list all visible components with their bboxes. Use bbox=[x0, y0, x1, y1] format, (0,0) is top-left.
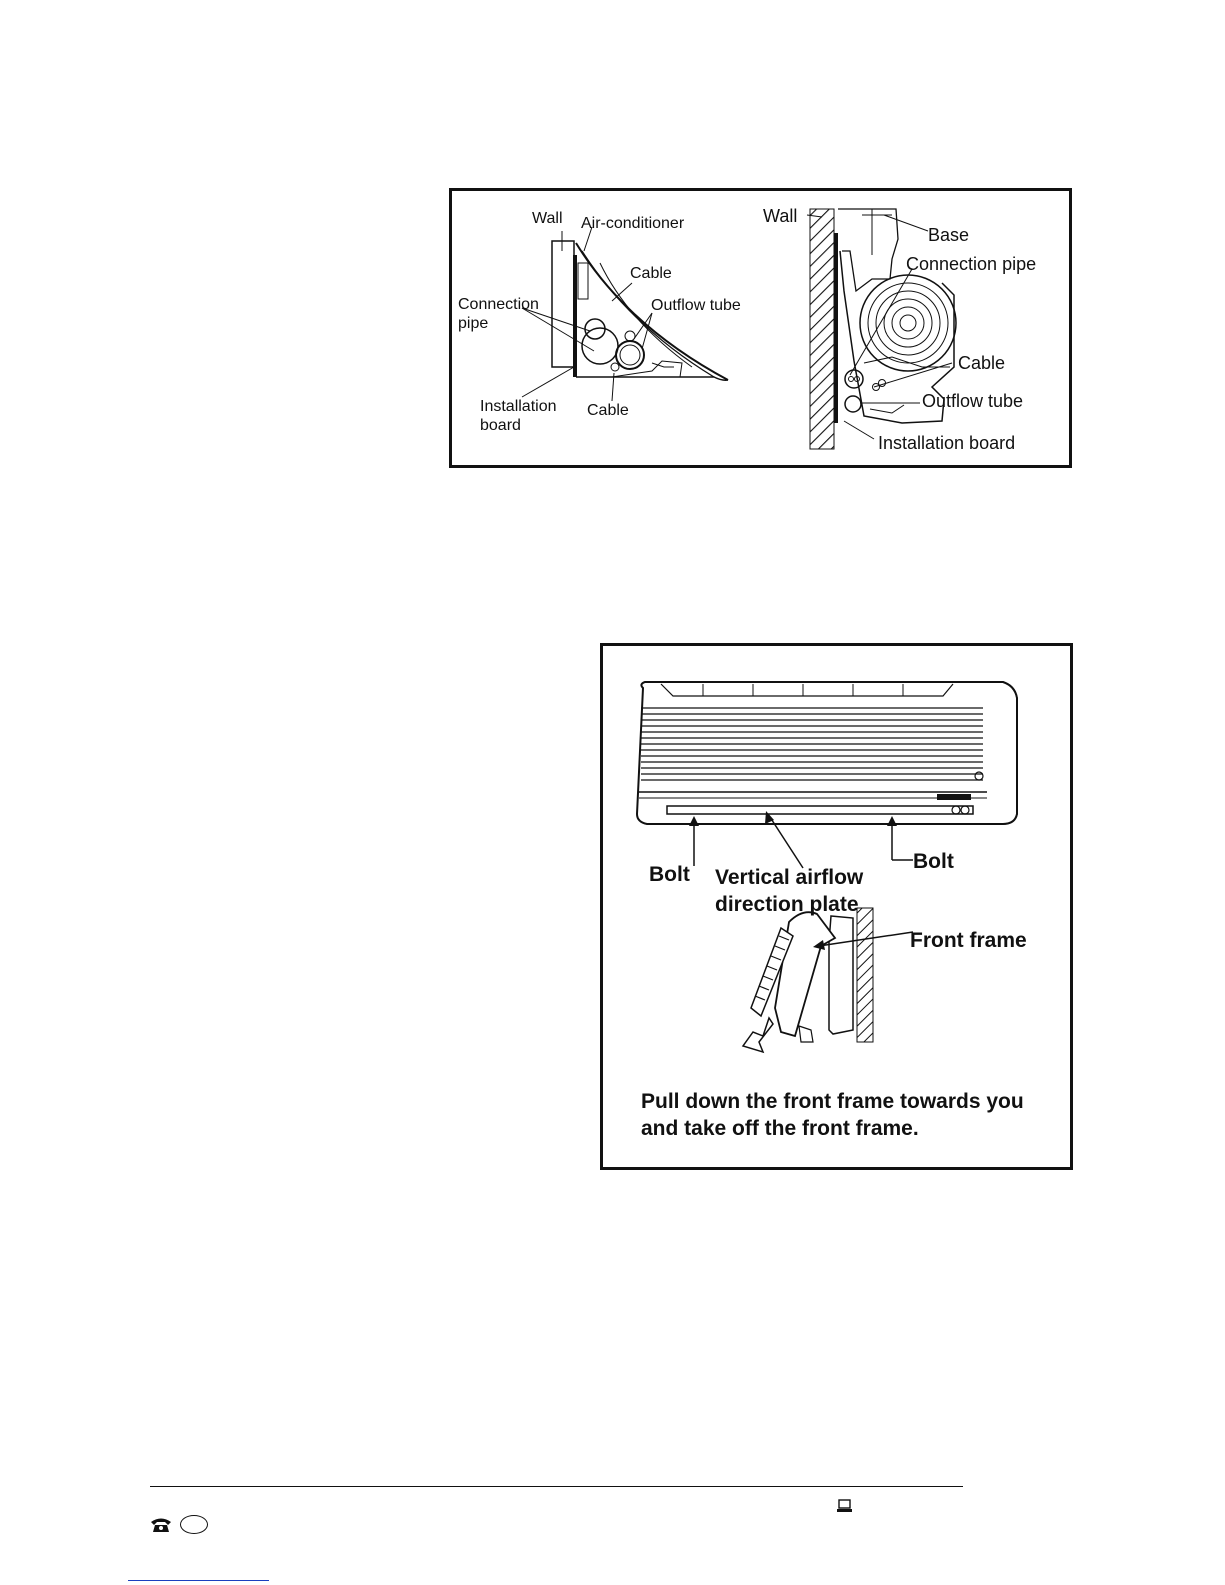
right-fan-circle bbox=[860, 275, 956, 371]
figure2-caption: Pull down the front frame towards you and take off the front frame. bbox=[641, 1090, 1024, 1140]
label-cable-bottom: Cable bbox=[587, 402, 629, 419]
label-wall-right: Wall bbox=[763, 206, 798, 226]
brand-plate bbox=[937, 794, 971, 800]
label-installation-board-right: Installation board bbox=[878, 433, 1016, 453]
label-cable-right: Cable bbox=[958, 353, 1006, 373]
label-connection-pipe-right: Connection pipe bbox=[906, 254, 1037, 274]
pull-arrow bbox=[743, 1018, 773, 1052]
figure-front-frame-removal bbox=[600, 643, 1073, 1170]
label-front-frame: Front frame bbox=[910, 929, 1027, 952]
label-outflow-tube-right: Outflow tube bbox=[922, 391, 1024, 411]
label-connection-pipe-left: Connection pipe bbox=[458, 296, 539, 332]
figure-cross-section bbox=[449, 188, 1072, 468]
left-wall-shape bbox=[552, 241, 574, 367]
label-vertical-airflow: Vertical airflow direction plate bbox=[715, 866, 864, 916]
left-pipe-large bbox=[582, 328, 618, 364]
label-outflow-tube-left: Outflow tube bbox=[651, 297, 741, 314]
side-wall-hatch bbox=[857, 908, 873, 1042]
laptop-icon bbox=[836, 1499, 853, 1513]
label-installation-board-left: Installation board bbox=[480, 398, 557, 434]
label-bolt-left: Bolt bbox=[649, 863, 690, 886]
label-cable-top: Cable bbox=[630, 265, 672, 282]
phone-icon bbox=[150, 1517, 172, 1533]
label-bolt-right: Bolt bbox=[913, 850, 954, 873]
label-air-conditioner: Air-conditioner bbox=[581, 215, 685, 232]
language-badge-circle bbox=[180, 1515, 208, 1534]
footer-rule bbox=[150, 1486, 963, 1487]
right-wall-hatch bbox=[810, 209, 834, 449]
footer-link-underline[interactable] bbox=[128, 1580, 269, 1581]
ac-unit-body bbox=[637, 682, 1017, 824]
label-wall-left: Wall bbox=[532, 210, 563, 227]
label-base: Base bbox=[928, 225, 970, 245]
